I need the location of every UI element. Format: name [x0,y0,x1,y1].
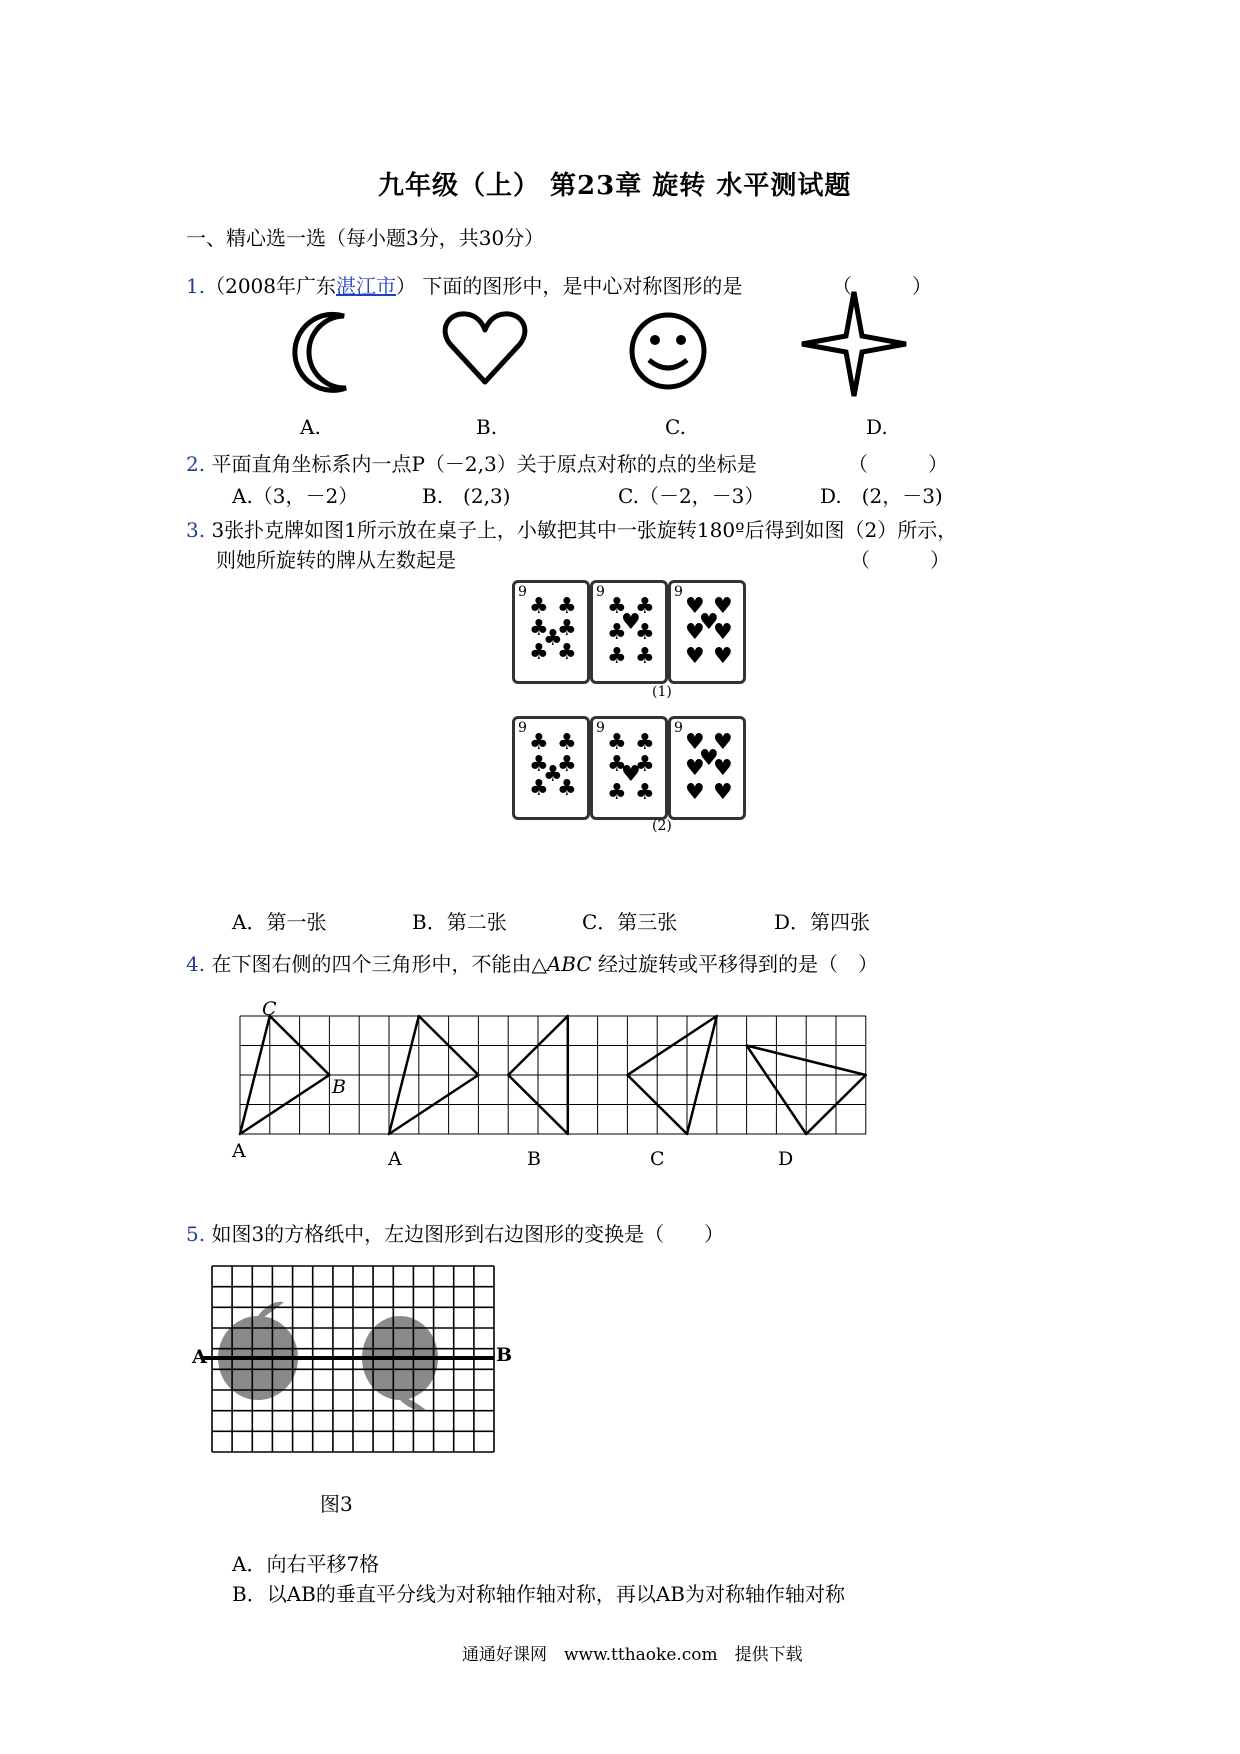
four-point-star-icon [800,290,908,398]
svg-text:♣: ♣ [607,780,627,805]
svg-text:♣: ♣ [607,594,627,619]
option-c: C．第三张 [582,910,678,934]
question-number: 2. [186,452,206,476]
page-title: 九年级（上） 第23章 旋转 水平测试题 [378,171,852,201]
svg-text:♣: ♣ [607,752,627,777]
point-b-label: B [496,1344,513,1366]
svg-text:♥: ♥ [685,780,705,805]
svg-text:♣: ♣ [607,620,627,645]
svg-text:♣: ♣ [529,640,549,665]
svg-text:♣: ♣ [529,776,549,801]
svg-text:♣: ♣ [557,616,577,641]
playing-card [512,580,590,684]
question-number: 1. [186,274,206,298]
svg-text:♥: ♥ [713,730,733,755]
triangle-a-label: A [388,1148,402,1170]
svg-text:♣: ♣ [557,776,577,801]
question-source-prefix: （2008年广东 [205,274,336,298]
option-d: D．第四张 [774,910,871,934]
question-text: 平面直角坐标系内一点P（－2,3）关于原点对称的点的坐标是 [211,452,757,476]
svg-text:♣: ♣ [543,762,563,787]
option-b: B．第二张 [412,910,507,934]
card-rank: 9 [518,720,527,736]
question-5 [186,1218,724,1247]
smiley-face-icon [627,310,709,392]
question-text-line2: 则她所旋转的牌从左数起是 [216,548,456,572]
svg-text:♥: ♥ [685,644,705,669]
question-text-end: 经过旋转或平移得到的是（ ） [591,952,879,976]
svg-text:♥: ♥ [713,594,733,619]
svg-text:♥: ♥ [685,730,705,755]
svg-text:♣: ♣ [557,640,577,665]
vertex-b-label: B [332,1076,346,1098]
svg-text:♣: ♣ [529,594,549,619]
card-rank: 9 [674,720,683,736]
option-b: B. (2,3) [422,484,511,508]
answer-paren: （ ） [850,548,950,572]
option-a: A．向右平移7格 [232,1552,380,1576]
svg-text:♥: ♥ [699,610,719,635]
question-text: 如图3的方格纸中，左边图形到右边图形的变换是（ ） [211,1222,725,1246]
question-number: 4. [186,952,206,976]
clubs-hearts-pips-icon [593,583,665,681]
svg-text:♣: ♣ [607,644,627,669]
question-text: ） 下面的图形中，是中心对称图形的是 [396,274,743,298]
vertex-c-label: C [262,998,277,1020]
vertex-a-label: A [232,1140,246,1162]
choice-d-label: D. [866,415,888,439]
svg-text:♣: ♣ [607,730,627,755]
section-heading: 一、精心选一选（每小题3分，共30分） [186,226,545,250]
question-text: 3张扑克牌如图1所示放在桌子上，小敏把其中一张旋转180º后得到如图（2）所示， [211,518,958,542]
hearts-pips-icon [671,719,743,817]
apple-grid-figure [212,1266,494,1452]
question-3 [186,514,957,543]
svg-text:♥: ♥ [713,644,733,669]
svg-text:♣: ♣ [529,752,549,777]
playing-card [668,580,746,684]
svg-text:♣: ♣ [557,752,577,777]
svg-text:♣: ♣ [635,780,655,805]
svg-text:♥: ♥ [621,762,641,787]
svg-text:♣: ♣ [635,620,655,645]
source-link[interactable]: 湛江市 [336,274,396,298]
question-1 [186,270,742,299]
svg-text:♥: ♥ [621,610,641,635]
point-a-label: A [192,1346,207,1368]
svg-text:♣: ♣ [529,730,549,755]
page-footer: 通通好课网 www.tthaoke.com 提供下载 [462,1645,803,1665]
svg-text:♥: ♥ [685,594,705,619]
playing-card [512,716,590,820]
svg-text:♣: ♣ [543,626,563,651]
grid-triangles-figure [240,1016,866,1134]
option-b: B．以AB的垂直平分线为对称轴作轴对称，再以AB为对称轴作轴对称 [232,1582,845,1606]
option-d: D. (2，－3) [820,484,943,508]
svg-text:♣: ♣ [635,594,655,619]
clubs-hearts-pips-icon [593,719,665,817]
clubs-pips-icon [515,719,587,817]
figure-3-label: 图3 [320,1492,353,1516]
svg-text:♥: ♥ [685,756,705,781]
hearts-pips-icon [671,583,743,681]
question-4 [186,948,878,977]
option-a: A.（3，－2） [232,484,359,508]
card-rank: 9 [674,584,683,600]
triangle-d-label: D [778,1148,794,1170]
svg-text:♥: ♥ [713,620,733,645]
triangle-c-label: C [650,1148,665,1170]
clubs-pips-icon [515,583,587,681]
svg-text:♣: ♣ [635,752,655,777]
crescent-moon-icon [270,312,360,392]
figure-1-label: (1) [652,684,672,700]
answer-paren: （ ） [848,452,948,476]
svg-text:♥: ♥ [713,780,733,805]
question-number: 5. [186,1222,206,1246]
playing-card [668,716,746,820]
option-c: C.（－2，－3） [618,484,765,508]
choice-b-label: B. [476,415,498,439]
svg-text:♣: ♣ [635,644,655,669]
svg-text:♥: ♥ [713,756,733,781]
svg-text:♣: ♣ [557,594,577,619]
choice-c-label: C. [665,415,686,439]
svg-text:♥: ♥ [699,746,719,771]
heart-icon [442,310,528,390]
card-rank: 9 [596,584,605,600]
svg-text:♣: ♣ [529,616,549,641]
card-rank: 9 [518,584,527,600]
playing-card [590,580,668,684]
question-2 [186,448,757,477]
svg-text:♣: ♣ [557,730,577,755]
question-number: 3. [186,518,206,542]
playing-card [590,716,668,820]
option-a: A．第一张 [232,910,327,934]
question-text: 在下图右侧的四个三角形中，不能由△ [211,952,547,976]
figure-2-label: (2) [652,818,672,834]
card-rank: 9 [596,720,605,736]
svg-text:♥: ♥ [685,620,705,645]
svg-text:♣: ♣ [635,730,655,755]
answer-paren: （ ） [832,274,932,298]
triangle-b-label: B [527,1148,541,1170]
choice-a-label: A. [300,415,321,439]
triangle-name: ABC [546,952,592,976]
